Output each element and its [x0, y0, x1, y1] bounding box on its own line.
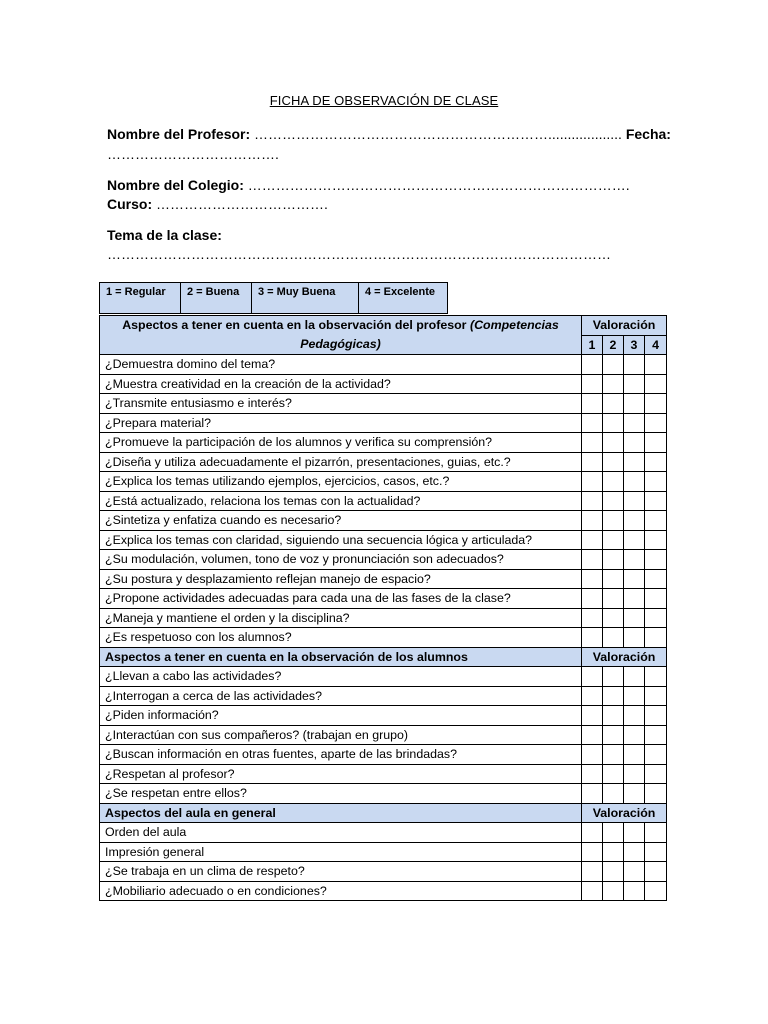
- rating-cell[interactable]: [603, 725, 624, 745]
- rating-cell[interactable]: [603, 472, 624, 492]
- valoracion-header: Valoración: [582, 647, 667, 667]
- rating-cell[interactable]: [582, 881, 603, 901]
- rating-cell[interactable]: [624, 842, 645, 862]
- criterion-label: ¿Interactúan con sus compañeros? (trabajan en grupo): [100, 725, 582, 745]
- table-row: [100, 764, 667, 784]
- legend-item: 4 = Excelente: [359, 283, 448, 314]
- rating-cell[interactable]: [624, 745, 645, 765]
- section-header-text: Aspectos a tener en cuenta en la observación del profesor: [122, 318, 470, 332]
- rating-cell[interactable]: [603, 413, 624, 433]
- curso-dots: ……………………………….: [152, 196, 328, 212]
- rating-cell[interactable]: [603, 842, 624, 862]
- rating-cell[interactable]: [624, 764, 645, 784]
- rating-cell[interactable]: [645, 686, 667, 706]
- valoracion-header: Valoración: [582, 803, 667, 823]
- criterion-label: ¿Buscan información en otras fuentes, aparte de las brindadas?: [100, 745, 582, 765]
- rating-cell[interactable]: [582, 686, 603, 706]
- rating-cell[interactable]: [582, 394, 603, 414]
- criterion-label: ¿Sintetiza y enfatiza cuando es necesario?: [100, 511, 582, 531]
- table-row: [100, 374, 667, 394]
- rating-cell[interactable]: [603, 784, 624, 804]
- profesor-dots: ………………………………………………………...................: [250, 126, 622, 142]
- rating-cell[interactable]: [603, 452, 624, 472]
- criterion-label: ¿Piden información?: [100, 706, 582, 726]
- tema-dots-line: [107, 246, 611, 262]
- table-row: [100, 491, 667, 511]
- rating-cell[interactable]: [645, 745, 667, 765]
- rating-cell[interactable]: [645, 511, 667, 531]
- rating-cell[interactable]: [645, 433, 667, 453]
- rating-cell[interactable]: [645, 413, 667, 433]
- criterion-label: ¿Prepara material?: [100, 413, 582, 433]
- rating-cell[interactable]: [645, 842, 667, 862]
- rating-cell[interactable]: [624, 589, 645, 609]
- section-header-row: [100, 647, 667, 667]
- rating-cell[interactable]: [624, 413, 645, 433]
- rating-cell[interactable]: [624, 433, 645, 453]
- criterion-label: ¿Explica los temas utilizando ejemplos, ejercicios, casos, etc.?: [100, 472, 582, 492]
- criterion-label: ¿Maneja y mantiene el orden y la disciplina?: [100, 608, 582, 628]
- criterion-label: ¿Diseña y utiliza adecuadamente el pizarrón, presentaciones, guias, etc.?: [100, 452, 582, 472]
- rating-cell[interactable]: [603, 706, 624, 726]
- rating-cell[interactable]: [624, 823, 645, 843]
- rating-cell[interactable]: [645, 550, 667, 570]
- rating-cell[interactable]: [645, 667, 667, 687]
- rating-cell[interactable]: [645, 374, 667, 394]
- rating-cell[interactable]: [624, 452, 645, 472]
- criterion-label: ¿Propone actividades adecuadas para cada una de las fases de la clase?: [100, 589, 582, 609]
- rating-cell[interactable]: [624, 374, 645, 394]
- rating-cell[interactable]: [624, 355, 645, 375]
- fecha-label: Fecha:: [621, 126, 671, 142]
- profesor-field: [107, 126, 671, 142]
- rating-cell[interactable]: [582, 706, 603, 726]
- colegio-label: Nombre del Colegio:: [107, 177, 244, 193]
- rating-legend: [99, 282, 448, 314]
- table-row: [100, 823, 667, 843]
- rating-cell[interactable]: [603, 745, 624, 765]
- criterion-label: ¿Su modulación, volumen, tono de voz y pronunciación son adecuados?: [100, 550, 582, 570]
- rating-cell[interactable]: [582, 511, 603, 531]
- section-header-profesor: [100, 316, 582, 355]
- criterion-label: ¿Su postura y desplazamiento reflejan manejo de espacio?: [100, 569, 582, 589]
- rating-cell[interactable]: [582, 608, 603, 628]
- rating-cell[interactable]: [582, 862, 603, 882]
- valoracion-header: Valoración: [582, 316, 667, 336]
- rating-cell[interactable]: [582, 745, 603, 765]
- rating-cell[interactable]: [582, 452, 603, 472]
- rating-cell[interactable]: [645, 823, 667, 843]
- legend-item: 1 = Regular: [100, 283, 181, 314]
- profesor-label: Nombre del Profesor:: [107, 126, 251, 142]
- table-row: [100, 784, 667, 804]
- rating-cell[interactable]: [645, 491, 667, 511]
- table-row: [100, 550, 667, 570]
- scale-header: 1: [582, 335, 603, 355]
- rating-cell[interactable]: [582, 842, 603, 862]
- rating-cell[interactable]: [603, 511, 624, 531]
- criterion-label: ¿Mobiliario adecuado o en condiciones?: [100, 881, 582, 901]
- table-row: [100, 842, 667, 862]
- table-row: [100, 569, 667, 589]
- rating-cell[interactable]: [624, 608, 645, 628]
- criterion-label: ¿Es respetuoso con los alumnos?: [100, 628, 582, 648]
- rating-cell[interactable]: [624, 569, 645, 589]
- table-row: [100, 452, 667, 472]
- criterion-label: ¿Muestra creatividad en la creación de la actividad?: [100, 374, 582, 394]
- rating-cell[interactable]: [645, 589, 667, 609]
- rating-cell[interactable]: [582, 667, 603, 687]
- rating-cell[interactable]: [582, 628, 603, 648]
- criterion-label: ¿Demuestra domino del tema?: [100, 355, 582, 375]
- legend-item: 2 = Buena: [181, 283, 252, 314]
- rating-cell[interactable]: [603, 862, 624, 882]
- rating-cell[interactable]: [582, 355, 603, 375]
- criterion-label: ¿Promueve la participación de los alumnos y verifica su comprensión?: [100, 433, 582, 453]
- criterion-label: ¿Respetan al profesor?: [100, 764, 582, 784]
- table-row: [100, 608, 667, 628]
- table-row: [100, 862, 667, 882]
- criterion-label: ¿Está actualizado, relaciona los temas con la actualidad?: [100, 491, 582, 511]
- legend-item: 3 = Muy Buena: [252, 283, 359, 314]
- rating-cell[interactable]: [624, 550, 645, 570]
- rating-cell[interactable]: [624, 686, 645, 706]
- criterion-label: ¿Llevan a cabo las actividades?: [100, 667, 582, 687]
- rating-cell[interactable]: [582, 784, 603, 804]
- tema-field: [107, 227, 222, 243]
- rating-cell[interactable]: [582, 433, 603, 453]
- rating-cell[interactable]: [603, 823, 624, 843]
- criterion-label: ¿Se respetan entre ellos?: [100, 784, 582, 804]
- rating-cell[interactable]: [603, 764, 624, 784]
- rating-cell[interactable]: [624, 784, 645, 804]
- rating-cell[interactable]: [645, 608, 667, 628]
- rating-cell[interactable]: [624, 667, 645, 687]
- rating-cell[interactable]: [603, 355, 624, 375]
- rating-cell[interactable]: [603, 394, 624, 414]
- observation-table: [99, 315, 667, 901]
- rating-cell[interactable]: [582, 823, 603, 843]
- fecha-field: [107, 146, 279, 162]
- table-row: [100, 433, 667, 453]
- rating-cell[interactable]: [624, 491, 645, 511]
- rating-cell[interactable]: [582, 374, 603, 394]
- rating-cell[interactable]: [603, 433, 624, 453]
- rating-cell[interactable]: [603, 374, 624, 394]
- rating-cell[interactable]: [645, 569, 667, 589]
- rating-cell[interactable]: [603, 550, 624, 570]
- rating-cell[interactable]: [624, 725, 645, 745]
- rating-cell[interactable]: [624, 881, 645, 901]
- rating-cell[interactable]: [603, 667, 624, 687]
- rating-cell[interactable]: [645, 530, 667, 550]
- scale-header: 2: [603, 335, 624, 355]
- rating-cell[interactable]: [645, 452, 667, 472]
- rating-cell[interactable]: [582, 550, 603, 570]
- rating-cell[interactable]: [624, 862, 645, 882]
- criterion-label: Impresión general: [100, 842, 582, 862]
- rating-cell[interactable]: [645, 706, 667, 726]
- rating-cell[interactable]: [603, 569, 624, 589]
- scale-header: 4: [645, 335, 667, 355]
- section-header-italic: (Competencias Pedagógicas): [300, 318, 559, 351]
- table-row: [100, 725, 667, 745]
- table-row: [100, 530, 667, 550]
- table-row: [100, 511, 667, 531]
- rating-cell[interactable]: [603, 530, 624, 550]
- table-row: [100, 394, 667, 414]
- fecha-dots: ……………………………….: [107, 146, 279, 162]
- section-header-aula: Aspectos del aula en general: [100, 803, 582, 823]
- table-row: [100, 667, 667, 687]
- rating-cell[interactable]: [645, 394, 667, 414]
- rating-cell[interactable]: [603, 628, 624, 648]
- rating-cell[interactable]: [624, 472, 645, 492]
- table-row: [100, 628, 667, 648]
- rating-cell[interactable]: [624, 706, 645, 726]
- tema-dots: ………………………………………………………………………………………………: [107, 246, 611, 262]
- rating-cell[interactable]: [582, 472, 603, 492]
- rating-cell[interactable]: [645, 784, 667, 804]
- criterion-label: ¿Interrogan a cerca de las actividades?: [100, 686, 582, 706]
- rating-cell[interactable]: [624, 394, 645, 414]
- criterion-label: ¿Explica los temas con claridad, siguiendo una secuencia lógica y articulada?: [100, 530, 582, 550]
- criterion-label: ¿Transmite entusiasmo e interés?: [100, 394, 582, 414]
- curso-field: [107, 196, 328, 212]
- rating-cell[interactable]: [645, 472, 667, 492]
- colegio-dots: ……………………………………………………………………….: [243, 177, 630, 193]
- rating-cell[interactable]: [582, 491, 603, 511]
- rating-cell[interactable]: [645, 764, 667, 784]
- table-row: [100, 881, 667, 901]
- rating-cell[interactable]: [582, 589, 603, 609]
- table-row: [100, 589, 667, 609]
- section-header-alumnos: Aspectos a tener en cuenta en la observación de los alumnos: [100, 647, 582, 667]
- table-row: [100, 355, 667, 375]
- section-header-row: [100, 803, 667, 823]
- criterion-label: Orden del aula: [100, 823, 582, 843]
- rating-cell[interactable]: [645, 862, 667, 882]
- rating-cell[interactable]: [624, 628, 645, 648]
- rating-cell[interactable]: [603, 881, 624, 901]
- rating-cell[interactable]: [645, 628, 667, 648]
- scale-header: 3: [624, 335, 645, 355]
- rating-cell[interactable]: [582, 764, 603, 784]
- table-row: [100, 686, 667, 706]
- rating-cell[interactable]: [603, 589, 624, 609]
- table-row: [100, 745, 667, 765]
- rating-cell[interactable]: [582, 725, 603, 745]
- rating-cell[interactable]: [603, 686, 624, 706]
- table-row: [100, 472, 667, 492]
- rating-cell[interactable]: [582, 413, 603, 433]
- form-title: FICHA DE OBSERVACIÓN DE CLASE: [269, 93, 499, 108]
- rating-cell[interactable]: [582, 569, 603, 589]
- table-row: [100, 413, 667, 433]
- criterion-label: ¿Se trabaja en un clima de respeto?: [100, 862, 582, 882]
- rating-cell[interactable]: [645, 725, 667, 745]
- rating-cell[interactable]: [582, 530, 603, 550]
- tema-label: Tema de la clase:: [107, 227, 222, 243]
- rating-cell[interactable]: [603, 608, 624, 628]
- rating-cell[interactable]: [645, 355, 667, 375]
- table-row: [100, 706, 667, 726]
- rating-cell[interactable]: [624, 511, 645, 531]
- curso-label: Curso:: [107, 196, 153, 212]
- rating-cell[interactable]: [645, 881, 667, 901]
- rating-cell[interactable]: [603, 491, 624, 511]
- colegio-field: [107, 177, 630, 193]
- rating-cell[interactable]: [624, 530, 645, 550]
